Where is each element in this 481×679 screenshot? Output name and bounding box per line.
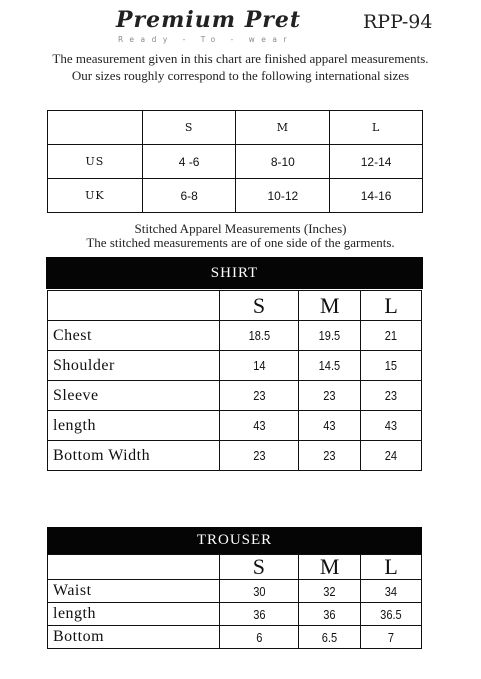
table-cell <box>299 626 361 649</box>
row-label-length: length <box>48 603 220 626</box>
table-cell: 12-14 <box>330 145 423 179</box>
header-cell-l: L <box>330 111 423 145</box>
cell-value: 43 <box>252 418 266 433</box>
table-cell <box>299 321 361 351</box>
cell-value: 23 <box>323 388 336 403</box>
cell-value: 43 <box>323 418 336 433</box>
table-cell <box>361 321 422 351</box>
row-label-shoulder: Shoulder <box>48 351 220 381</box>
shirt-measurements-table <box>47 290 422 471</box>
header-cell-m: M <box>236 111 330 145</box>
table-cell: 14-16 <box>330 179 423 213</box>
table-cell <box>219 580 299 603</box>
table-cell <box>219 626 299 649</box>
header-cell-s: S <box>219 555 299 580</box>
header-cell <box>48 555 220 580</box>
table-cell <box>361 603 422 626</box>
row-label-bottom-width: Bottom Width <box>48 441 220 471</box>
cell-value: 19.5 <box>318 328 341 343</box>
table-cell: 10-12 <box>236 179 330 213</box>
cell-value: 6.5 <box>322 629 338 645</box>
table-row <box>48 411 422 441</box>
cell-value: 30 <box>252 583 266 599</box>
cell-value: 34 <box>384 583 398 599</box>
cell-value: 23 <box>252 448 266 463</box>
cell-value: 23 <box>252 388 266 403</box>
cell-value: 15 <box>384 358 398 373</box>
table-row <box>48 145 423 179</box>
table-cell <box>219 381 299 411</box>
table-cell: 6-8 <box>142 179 236 213</box>
size-conversion-table <box>47 110 423 213</box>
cell-value: 7 <box>387 629 395 645</box>
table-cell <box>361 580 422 603</box>
table-cell <box>219 603 299 626</box>
row-label-uk: UK <box>48 179 143 213</box>
table-cell <box>219 351 299 381</box>
header-cell-s: S <box>219 291 299 321</box>
row-label-length: length <box>48 411 220 441</box>
table-row <box>48 351 422 381</box>
cell-value: 14 <box>252 358 266 373</box>
cell-value: 23 <box>384 388 398 403</box>
table-row <box>48 626 422 649</box>
table-row <box>48 441 422 471</box>
trouser-title: TROUSER <box>47 527 422 554</box>
cell-value: 32 <box>323 583 336 599</box>
cell-value: 24 <box>384 448 398 463</box>
cell-value: 43 <box>384 418 398 433</box>
shirt-title: SHIRT <box>46 257 423 289</box>
table-row <box>48 381 422 411</box>
table-cell <box>299 441 361 471</box>
table-row <box>48 179 423 213</box>
table-cell <box>361 381 422 411</box>
table-header-row <box>48 111 423 145</box>
cell-value: 36 <box>323 606 336 622</box>
header-cell <box>48 111 143 145</box>
table-cell <box>219 441 299 471</box>
table-cell <box>361 411 422 441</box>
cell-value: 36.5 <box>380 606 402 622</box>
table-cell <box>299 603 361 626</box>
table-cell <box>299 381 361 411</box>
table-cell <box>219 321 299 351</box>
header-cell-l: L <box>361 291 422 321</box>
header-cell-m: M <box>299 555 361 580</box>
table-cell <box>299 580 361 603</box>
header-cell-l: L <box>361 555 422 580</box>
header-cell <box>48 291 220 321</box>
stitched-note: The stitched measurements are of one side of the garments. <box>86 235 395 250</box>
table-cell <box>361 626 422 649</box>
table-cell <box>299 351 361 381</box>
table-row <box>48 321 422 351</box>
product-code: RPP-94 <box>363 11 433 33</box>
brand-tagline: Ready - To - wear <box>118 35 294 44</box>
table-header-row <box>48 291 422 321</box>
table-cell: 8-10 <box>236 145 330 179</box>
cell-value: 23 <box>323 448 336 463</box>
table-cell <box>361 351 422 381</box>
stitched-title: Stitched Apparel Measurements (Inches) <box>134 221 347 236</box>
trouser-measurements-table <box>47 554 422 649</box>
cell-value: 18.5 <box>248 328 270 343</box>
table-cell: 4 -6 <box>142 145 236 179</box>
row-label-waist: Waist <box>48 580 220 603</box>
cell-value: 21 <box>384 328 398 343</box>
intro-line-2: Our sizes roughly correspond to the following international sizes <box>71 68 410 83</box>
table-cell <box>219 411 299 441</box>
table-cell <box>361 441 422 471</box>
row-label-bottom: Bottom <box>48 626 220 649</box>
table-row <box>48 603 422 626</box>
intro-line-1: The measurement given in this chart are finished apparel measurements. <box>52 51 429 66</box>
header-cell-s: S <box>142 111 236 145</box>
table-row <box>48 580 422 603</box>
brand-logo <box>116 7 336 44</box>
brand-name: Premium Pret <box>116 7 301 33</box>
cell-value: 14.5 <box>318 358 341 373</box>
cell-value: 36 <box>252 606 266 622</box>
row-label-sleeve: Sleeve <box>48 381 220 411</box>
cell-value: 6 <box>255 629 262 645</box>
table-cell <box>299 411 361 441</box>
row-label-chest: Chest <box>48 321 220 351</box>
row-label-us: US <box>48 145 143 179</box>
header-cell-m: M <box>299 291 361 321</box>
table-header-row <box>48 555 422 580</box>
